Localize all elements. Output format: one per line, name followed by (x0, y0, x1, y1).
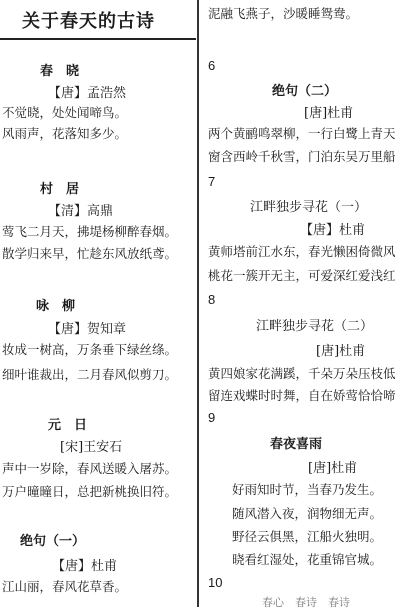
page-title-box (0, 0, 196, 40)
poem-line: 窗含西岭千秋雪，门泊东吴万里船 (208, 149, 396, 164)
column-divider (197, 0, 199, 607)
poem-author: [唐]杜甫 (304, 106, 354, 121)
page-title: 关于春天的古诗 (22, 11, 155, 32)
poem-line: 留连戏蝶时时舞，自在娇莺恰恰啼 (208, 388, 396, 403)
poem-author: [唐]杜甫 (316, 344, 366, 359)
poem-line: 随风潜入夜，润物细无声。 (232, 506, 383, 521)
poem-line: 风雨声，花落知多少。 (2, 126, 128, 141)
poem-title: 咏 柳 (36, 299, 76, 314)
page-number: 9 (208, 410, 216, 425)
poem-line: 野径云俱黑，江船火独明。 (232, 529, 383, 544)
poem-line: 散学归来早，忙趁东风放纸鸢。 (2, 246, 178, 261)
poem-line: 好雨知时节，当春乃发生。 (232, 482, 383, 497)
poem-title: 江畔独步寻花（一） (250, 200, 368, 215)
poem-title: 春 晓 (40, 64, 80, 79)
poem-title: 村 居 (40, 182, 80, 197)
poem-title: 绝句（二） (272, 84, 338, 99)
poem-line: 晓看红湿处，花重锦官城。 (232, 552, 383, 567)
page-number: 8 (208, 292, 216, 307)
poem-author: 【唐】贺知章 (48, 322, 127, 337)
page-number: 6 (208, 58, 216, 73)
poem-line: 江山丽，春风花草香。 (2, 579, 128, 594)
poem-line: 两个黄鹂鸣翠柳，一行白鹭上青天 (208, 126, 396, 141)
poem-line: 黄师塔前江水东，春光懒困倚微风 (208, 244, 396, 259)
poem-author: 【唐】孟浩然 (48, 86, 127, 101)
poem-title: 江畔独步寻花（二） (256, 319, 374, 334)
poem-author: [唐]杜甫 (308, 461, 358, 476)
poem-line: 莺飞二月天，拂堤杨柳醉春烟。 (2, 224, 178, 239)
poem-author: 【唐】杜甫 (52, 559, 118, 574)
footer-text: 春心 春诗 春诗 (262, 596, 350, 609)
poem-line: 桃花一簇开无主，可爱深红爱浅红 (208, 268, 396, 283)
page-number: 7 (208, 174, 216, 189)
poem-line: 细叶谁裁出，二月春风似剪刀。 (2, 367, 178, 382)
poem-title: 春夜喜雨 (270, 437, 323, 452)
poem-line: 声中一岁除，春风送暖入屠苏。 (2, 461, 178, 476)
poem-title: 绝句（一） (20, 534, 86, 549)
poem-line: 万户曈曈日，总把新桃换旧符。 (2, 484, 178, 499)
poem-author: 【唐】杜甫 (300, 223, 366, 238)
poem-line: 不觉晓，处处闻啼鸟。 (2, 105, 128, 120)
poem-author: [宋]王安石 (60, 440, 123, 455)
poem-line: 妆成一树高，万条垂下绿丝绦。 (2, 342, 178, 357)
page-number: 10 (208, 575, 223, 590)
poem-line: 黄四娘家花满蹊，千朵万朵压枝低 (208, 366, 396, 381)
poem-line: 泥融飞燕子，沙暖睡鸳鸯。 (208, 6, 359, 21)
poem-title: 元 日 (48, 418, 88, 433)
poem-author: 【清】高鼎 (48, 204, 114, 219)
